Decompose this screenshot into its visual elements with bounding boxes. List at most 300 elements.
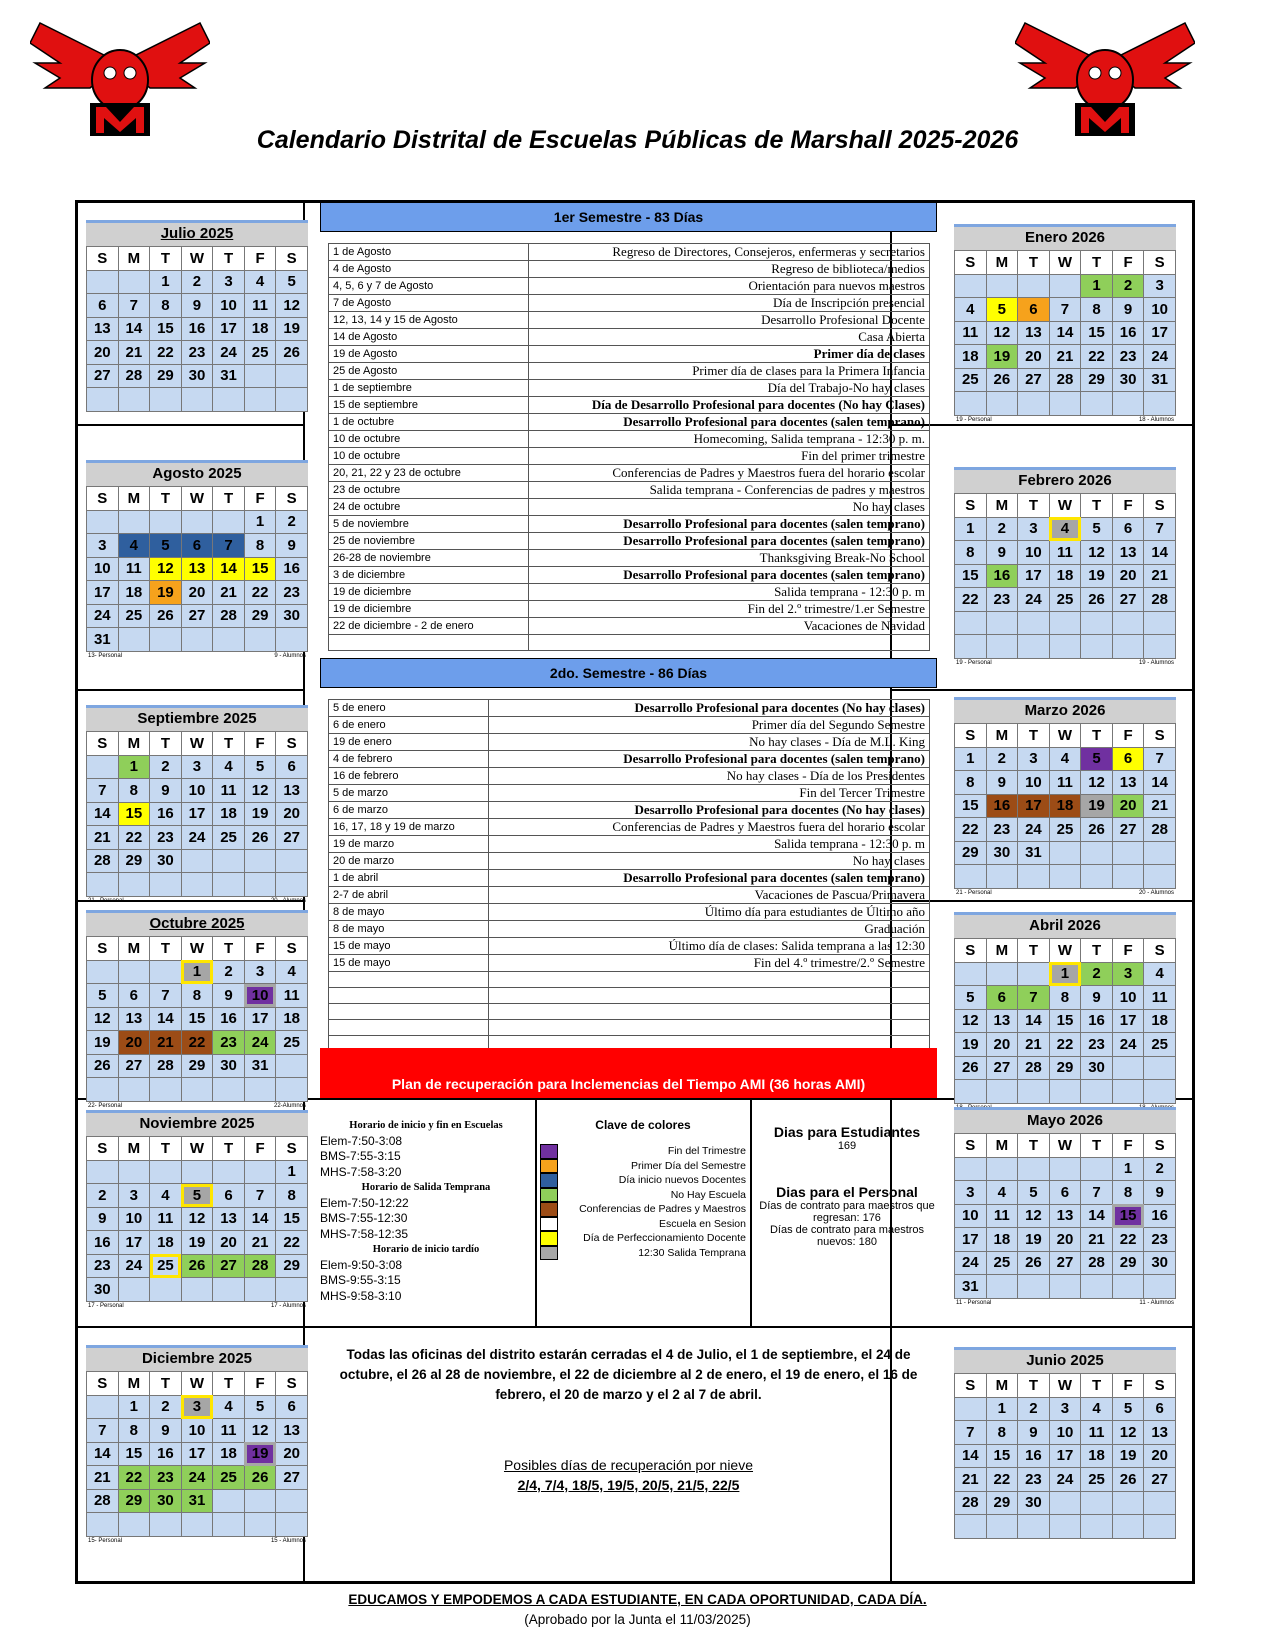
day-cell: 27	[1112, 588, 1144, 612]
weekday-header: M	[986, 494, 1018, 518]
day-cell: 13	[118, 1007, 150, 1031]
day-cell: 15	[276, 1207, 308, 1231]
day-cell: 24	[244, 1031, 276, 1055]
school-hours	[320, 1118, 532, 1304]
empty-cell	[1144, 1080, 1176, 1104]
day-cell: 5	[1081, 517, 1113, 541]
day-cell: 14	[1049, 321, 1081, 345]
empty-cell	[1112, 635, 1144, 659]
event-description: Desarrollo Profesional para docentes (No hay clases)	[489, 700, 930, 717]
day-cell: 24	[181, 826, 213, 850]
day-cell: 20	[276, 1442, 308, 1466]
calendar-august	[86, 460, 308, 661]
day-cell: 3	[1049, 1397, 1081, 1421]
event-row	[329, 802, 930, 819]
empty-cell	[1144, 1275, 1176, 1299]
empty-cell	[244, 1489, 276, 1513]
event-row-empty	[329, 1020, 930, 1036]
weekday-header: T	[1081, 1134, 1113, 1158]
event-description: Regreso de biblioteca/medios	[529, 261, 930, 278]
schedule-line: BMS-9:55-3:15	[320, 1273, 401, 1287]
empty-cell	[1112, 392, 1144, 416]
event-description: Desarrollo Profesional Docente	[529, 312, 930, 329]
day-cell: 9	[150, 779, 182, 803]
day-cell: 23	[1081, 1033, 1113, 1057]
day-cell: 18	[276, 1007, 308, 1031]
empty-cell	[118, 1078, 150, 1102]
ami-plan-banner: Plan de recuperación para Inclemencias del Tiempo AMI (36 horas AMI)	[320, 1048, 937, 1098]
day-cell: 27	[118, 1054, 150, 1078]
day-cell: 6	[87, 294, 119, 318]
event-date: 4 de febrero	[329, 751, 489, 768]
event-description: Conferencias de Padres y Maestros fuera del horario escolar	[529, 465, 930, 482]
empty-cell	[276, 1513, 308, 1537]
day-cell: 23	[1144, 1228, 1176, 1252]
day-cell: 11	[1144, 986, 1176, 1010]
weekday-header: F	[244, 487, 276, 511]
day-cell: 20	[1018, 345, 1050, 369]
day-cell: 20	[1144, 1444, 1176, 1468]
day-cell: 6	[1112, 747, 1144, 771]
event-row-empty	[329, 972, 930, 988]
color-key-item	[540, 1144, 746, 1159]
weekday-header: M	[118, 1137, 150, 1161]
day-cell: 21	[87, 826, 119, 850]
day-cell: 17	[955, 1228, 987, 1252]
empty-cell	[1081, 611, 1113, 635]
event-date: 19 de diciembre	[329, 584, 529, 601]
calendar-february	[954, 467, 1176, 668]
empty-cell	[150, 1513, 182, 1537]
day-cell: 1	[118, 1395, 150, 1419]
day-cell: 11	[150, 1207, 182, 1231]
day-cell: 19	[1018, 1228, 1050, 1252]
day-cell: 31	[1018, 841, 1050, 865]
event-date: 4, 5, 6 y 7 de Agosto	[329, 278, 529, 295]
empty-cell	[1144, 1515, 1176, 1539]
color-key-item	[540, 1173, 746, 1188]
day-cell: 1	[1081, 274, 1113, 298]
empty-cell	[213, 1278, 245, 1302]
day-cell: 22	[118, 826, 150, 850]
day-cell: 10	[1018, 771, 1050, 795]
student-count: 22-Alumnos	[273, 1102, 306, 1109]
day-cell: 19	[986, 345, 1018, 369]
day-cell: 9	[1018, 1421, 1050, 1445]
event-date: 25 de Agosto	[329, 363, 529, 380]
weekday-header: T	[1018, 494, 1050, 518]
divider	[535, 1098, 537, 1326]
color-swatch	[540, 1246, 558, 1261]
day-cell: 6	[1112, 517, 1144, 541]
empty-cell	[1112, 611, 1144, 635]
day-cell: 5	[244, 1395, 276, 1419]
event-date: 19 de enero	[329, 734, 489, 751]
day-cell: 2	[986, 747, 1018, 771]
semester-2-header: 2do. Semestre - 86 Días	[320, 658, 937, 688]
event-description: Orientación para nuevos maestros	[529, 278, 930, 295]
day-cell: 7	[244, 1184, 276, 1208]
empty-cell	[986, 635, 1018, 659]
color-key-label: Día inicio nuevos Docentes	[618, 1174, 746, 1187]
day-cell: 7	[955, 1421, 987, 1445]
day-cell: 14	[87, 802, 119, 826]
day-cell: 27	[276, 826, 308, 850]
event-row	[329, 516, 930, 533]
empty-cell	[244, 1278, 276, 1302]
day-cell: 25	[1144, 1033, 1176, 1057]
day-cell: 25	[118, 604, 150, 628]
empty-cell	[1049, 1080, 1081, 1104]
event-description: Desarrollo Profesional para docentes (salen temprano)	[489, 751, 930, 768]
weekday-header: S	[87, 1372, 119, 1396]
empty-cell	[1112, 1491, 1144, 1515]
empty-cell	[1144, 392, 1176, 416]
empty-cell	[244, 364, 276, 388]
event-row	[329, 567, 930, 584]
empty-cell	[150, 1278, 182, 1302]
event-description: Fin del primer trimestre	[529, 448, 930, 465]
event-row	[329, 717, 930, 734]
day-cell: 16	[150, 802, 182, 826]
day-cell: 14	[87, 1442, 119, 1466]
day-cell: 25	[150, 1254, 182, 1278]
day-cell: 14	[1144, 771, 1176, 795]
day-cell: 5	[955, 986, 987, 1010]
weekday-header: S	[1144, 724, 1176, 748]
day-cell: 23	[150, 826, 182, 850]
empty-cell	[276, 388, 308, 412]
event-row	[329, 363, 930, 380]
month-day-counts	[86, 652, 308, 661]
day-cell: 16	[1081, 1009, 1113, 1033]
staff-count: 19 - Personal	[956, 659, 992, 666]
day-cell: 28	[955, 1491, 987, 1515]
day-cell: 15	[1081, 321, 1113, 345]
month-title	[86, 220, 308, 246]
empty-cell	[87, 873, 119, 897]
event-date: 4 de Agosto	[329, 261, 529, 278]
day-cell: 31	[955, 1275, 987, 1299]
empty-cell	[181, 388, 213, 412]
day-cell: 1	[986, 1397, 1018, 1421]
day-cell: 26	[276, 341, 308, 365]
day-cell: 1	[955, 517, 987, 541]
day-cell: 26	[1081, 818, 1113, 842]
event-description: Primer día de clases	[529, 346, 930, 363]
day-cell: 13	[181, 557, 213, 581]
day-cell: 15	[955, 564, 987, 588]
weekday-header: S	[276, 1372, 308, 1396]
day-cell: 15	[1049, 1009, 1081, 1033]
event-row	[329, 887, 930, 904]
student-count: 9 - Alumnos	[274, 652, 306, 659]
day-cell: 14	[244, 1207, 276, 1231]
event-description: No hay clases	[489, 853, 930, 870]
day-cell: 17	[213, 317, 245, 341]
schedule-heading: Horario de inicio tardío	[372, 1244, 480, 1255]
calendar-november	[86, 1110, 308, 1311]
snow-days-values: 2/4, 7/4, 18/5, 19/5, 20/5, 21/5, 22/5	[517, 1477, 740, 1493]
day-cell: 30	[150, 849, 182, 873]
empty-cell	[118, 510, 150, 534]
day-cell: 24	[213, 341, 245, 365]
event-row	[329, 414, 930, 431]
day-cell: 10	[1018, 541, 1050, 565]
day-cell: 9	[1112, 298, 1144, 322]
empty-cell	[87, 960, 119, 984]
month-day-counts	[954, 416, 1176, 425]
color-key-label: Primer Día del Semestre	[631, 1159, 746, 1172]
event-row	[329, 618, 930, 635]
day-cell: 11	[986, 1204, 1018, 1228]
staff-days-label: Dias para el Personal	[776, 1184, 918, 1200]
weekday-header: T	[213, 487, 245, 511]
event-description: No hay clases - Día de M.L. King	[489, 734, 930, 751]
day-cell: 14	[150, 1007, 182, 1031]
weekday-header: F	[1112, 251, 1144, 275]
empty-cell	[213, 849, 245, 873]
empty-cell	[986, 392, 1018, 416]
day-cell: 17	[1112, 1009, 1144, 1033]
day-cell: 23	[276, 581, 308, 605]
day-cell: 11	[1049, 541, 1081, 565]
day-cell: 31	[1144, 368, 1176, 392]
event-date: 10 de octubre	[329, 448, 529, 465]
empty-cell	[1049, 392, 1081, 416]
empty-cell	[1018, 1157, 1050, 1181]
empty-cell	[118, 628, 150, 652]
empty-cell	[1049, 611, 1081, 635]
calendar-september	[86, 705, 308, 906]
event-description: Vacaciones de Pascua/Primavera	[489, 887, 930, 904]
day-cell: 2	[150, 1395, 182, 1419]
day-cell: 22	[276, 1231, 308, 1255]
day-cell: 24	[118, 1254, 150, 1278]
day-cell: 3	[213, 270, 245, 294]
weekday-header: F	[244, 1372, 276, 1396]
month-title	[86, 705, 308, 731]
empty-cell	[1081, 841, 1113, 865]
event-date: 16 de febrero	[329, 768, 489, 785]
day-cell: 10	[118, 1207, 150, 1231]
divider	[75, 1326, 1195, 1328]
day-cell: 11	[1049, 771, 1081, 795]
empty-cell	[1081, 392, 1113, 416]
empty-cell	[244, 1513, 276, 1537]
schedule-line: Elem-7:50-3:08	[320, 1133, 403, 1148]
weekday-header: T	[1081, 494, 1113, 518]
day-cell: 27	[1112, 818, 1144, 842]
weekday-header: F	[244, 937, 276, 961]
day-cell: 22	[118, 1466, 150, 1490]
day-cell: 6	[118, 984, 150, 1008]
empty-cell	[213, 388, 245, 412]
day-cell: 10	[1144, 298, 1176, 322]
event-row	[329, 734, 930, 751]
day-cell: 4	[1081, 1397, 1113, 1421]
day-cell: 8	[1112, 1181, 1144, 1205]
month-title-text: Agosto 2025	[152, 465, 242, 482]
day-cell: 29	[1081, 368, 1113, 392]
day-cell: 17	[87, 581, 119, 605]
day-cell: 9	[213, 984, 245, 1008]
weekday-header: W	[1049, 1374, 1081, 1398]
empty-cell	[1144, 1056, 1176, 1080]
month-title-text: Noviembre 2025	[139, 1115, 255, 1132]
day-cell: 12	[1081, 771, 1113, 795]
weekday-header: T	[150, 247, 182, 271]
day-cell: 2	[1081, 962, 1113, 986]
day-cell: 30	[213, 1054, 245, 1078]
day-cell: 6	[213, 1184, 245, 1208]
event-row-empty	[329, 1004, 930, 1020]
day-cell: 19	[150, 581, 182, 605]
day-cell: 11	[213, 779, 245, 803]
day-cell: 5	[1081, 747, 1113, 771]
weekday-header: S	[955, 939, 987, 963]
day-cell: 26	[955, 1056, 987, 1080]
color-swatch	[540, 1202, 558, 1217]
weekday-header: W	[181, 487, 213, 511]
event-description: Desarrollo Profesional para docentes (salen temprano)	[529, 567, 930, 584]
day-cell: 23	[986, 588, 1018, 612]
event-row	[329, 244, 930, 261]
day-cell: 17	[1144, 321, 1176, 345]
day-cell: 28	[1049, 368, 1081, 392]
empty-cell	[118, 960, 150, 984]
weekday-header: T	[1018, 1134, 1050, 1158]
event-description: Conferencias de Padres y Maestros fuera del horario escolar	[489, 819, 930, 836]
empty-cell	[986, 1080, 1018, 1104]
day-cell: 28	[150, 1054, 182, 1078]
day-cell: 26	[181, 1254, 213, 1278]
day-cell: 27	[213, 1254, 245, 1278]
day-cell: 4	[150, 1184, 182, 1208]
day-cell: 1	[181, 960, 213, 984]
event-date: 12, 13, 14 y 15 de Agosto	[329, 312, 529, 329]
day-cell: 21	[1081, 1228, 1113, 1252]
day-cell: 6	[1049, 1181, 1081, 1205]
empty-cell	[1112, 1275, 1144, 1299]
color-key-item	[540, 1202, 746, 1217]
day-cell: 21	[213, 581, 245, 605]
day-cell: 15	[955, 794, 987, 818]
weekday-header: W	[1049, 1134, 1081, 1158]
weekday-header: M	[986, 1374, 1018, 1398]
day-cell: 8	[1049, 986, 1081, 1010]
day-cell: 4	[244, 270, 276, 294]
student-days-label: Dias para Estudiantes	[773, 1124, 921, 1140]
day-cell: 28	[87, 849, 119, 873]
staff-count: 15- Personal	[88, 1537, 123, 1544]
empty-cell	[150, 628, 182, 652]
weekday-header: T	[150, 487, 182, 511]
event-description: Primer día de clases para la Primera Infancia	[529, 363, 930, 380]
day-cell: 7	[1081, 1181, 1113, 1205]
weekday-header: S	[1144, 1374, 1176, 1398]
weekday-header: T	[213, 1137, 245, 1161]
event-description: Día de Desarrollo Profesional para docentes (No hay Clases)	[529, 397, 930, 414]
student-count: 15 - Alumnos	[270, 1537, 306, 1544]
empty-cell	[87, 510, 119, 534]
day-cell: 8	[181, 984, 213, 1008]
day-cell: 21	[955, 1468, 987, 1492]
event-row	[329, 853, 930, 870]
day-cell: 18	[1049, 564, 1081, 588]
day-cell: 17	[1018, 794, 1050, 818]
empty-cell	[955, 1397, 987, 1421]
event-date: 25 de noviembre	[329, 533, 529, 550]
weekday-header: F	[244, 732, 276, 756]
event-row	[329, 550, 930, 567]
weekday-header: T	[1081, 939, 1113, 963]
event-date: 24 de octubre	[329, 499, 529, 516]
day-cell: 14	[955, 1444, 987, 1468]
day-cell: 8	[244, 534, 276, 558]
day-cell: 26	[244, 1466, 276, 1490]
snow-days-title: Posibles días de recuperación por nieve	[503, 1457, 754, 1473]
weekday-header: T	[1081, 724, 1113, 748]
day-cell: 3	[955, 1181, 987, 1205]
empty-cell	[986, 962, 1018, 986]
day-cell: 8	[1081, 298, 1113, 322]
day-cell: 23	[1018, 1468, 1050, 1492]
day-cell: 14	[1018, 1009, 1050, 1033]
day-cell: 7	[1018, 986, 1050, 1010]
day-cell: 30	[276, 604, 308, 628]
event-date: 2-7 de abril	[329, 887, 489, 904]
day-cell: 7	[1144, 747, 1176, 771]
event-description: Fin del 4.º trimestre/2.º Semestre	[489, 955, 930, 972]
day-cell: 11	[244, 294, 276, 318]
empty-cell	[1018, 865, 1050, 889]
day-cell: 28	[244, 1254, 276, 1278]
day-cell: 21	[1144, 794, 1176, 818]
day-cell: 20	[1112, 564, 1144, 588]
day-cell: 18	[213, 1442, 245, 1466]
empty-cell	[244, 628, 276, 652]
day-cell: 10	[1112, 986, 1144, 1010]
day-cell: 7	[87, 779, 119, 803]
day-cell: 12	[244, 1419, 276, 1443]
weekday-header: S	[87, 487, 119, 511]
day-cell: 21	[1144, 564, 1176, 588]
semester-1-header: 1er Semestre - 83 Días	[320, 202, 937, 232]
calendar-march	[954, 697, 1176, 898]
day-cell: 16	[986, 794, 1018, 818]
day-cell: 2	[213, 960, 245, 984]
day-cell: 12	[1112, 1421, 1144, 1445]
day-cell: 1	[276, 1160, 308, 1184]
weekday-header: W	[1049, 939, 1081, 963]
weekday-header: S	[1144, 939, 1176, 963]
day-cell: 19	[87, 1031, 119, 1055]
color-key-item	[540, 1159, 746, 1174]
color-swatch	[540, 1231, 558, 1246]
day-cell: 25	[213, 826, 245, 850]
day-cell: 12	[986, 321, 1018, 345]
event-row	[329, 921, 930, 938]
event-date: 5 de noviembre	[329, 516, 529, 533]
day-cell: 12	[1081, 541, 1113, 565]
empty-cell	[955, 1157, 987, 1181]
day-cell: 29	[118, 1489, 150, 1513]
day-cell: 6	[181, 534, 213, 558]
day-cell: 17	[118, 1231, 150, 1255]
day-cell: 18	[955, 345, 987, 369]
weekday-header: F	[1112, 494, 1144, 518]
